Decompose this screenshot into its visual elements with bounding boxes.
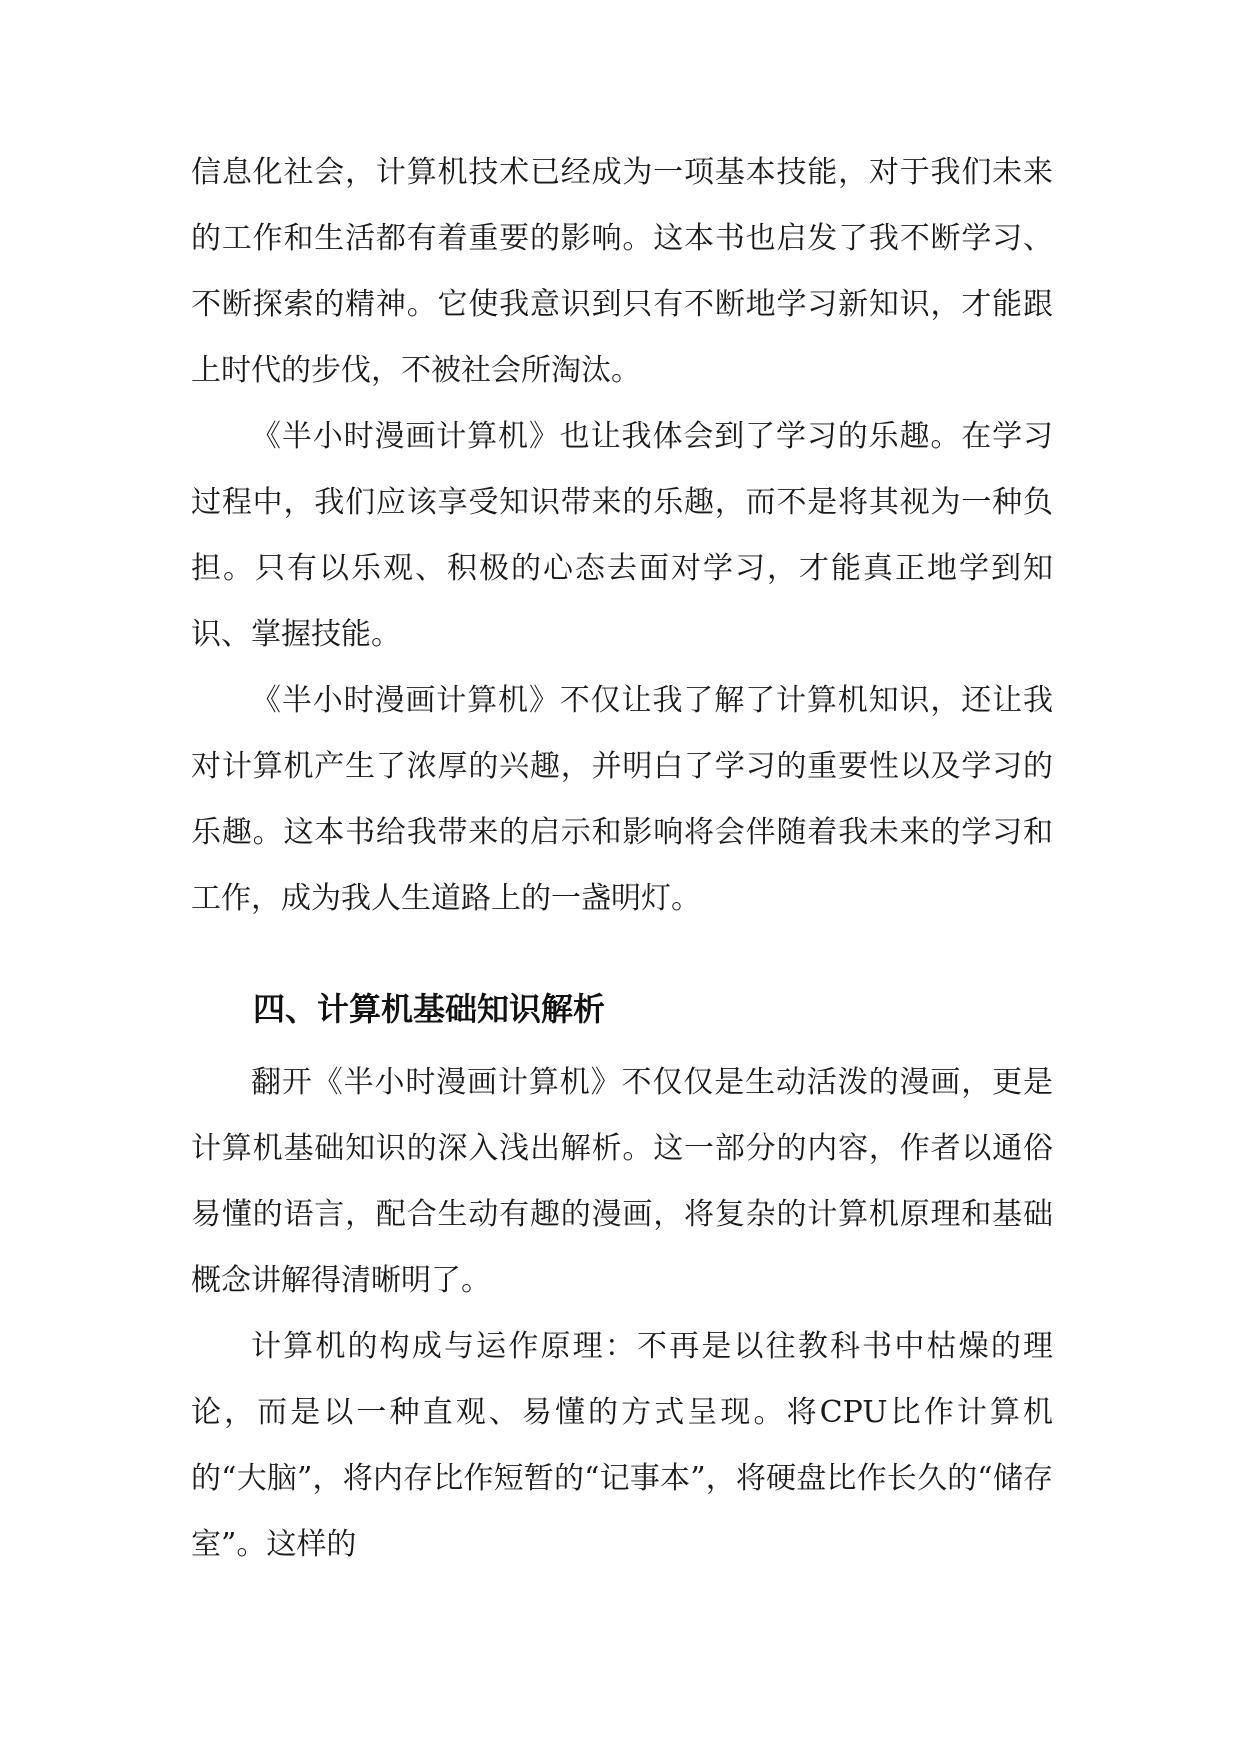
paragraph-book-impact: 《半小时漫画计算机》不仅让我了解了计算机知识，还让我对计算机产生了浓厚的兴趣，并明白了学习的重要性以及学习的乐趣。这本书给我带来的启示和影响将会伴随着我未来的学习和工作，成为我人生道路上的一盏明灯。 (191, 683, 1053, 916)
paragraph-learning-fun: 《半小时漫画计算机》也让我体会到了学习的乐趣。在学习过程中，我们应该享受知识带来的乐趣，而不是将其视为一种负担。只有以乐观、积极的心态去面对学习，才能真正地学到知识、掌握技能。 (191, 419, 1053, 652)
paragraph-computer-structure: 计算机的构成与运作原理：不再是以往教科书中枯燥的理论，而是以一种直观、易懂的方式呈现。将CPU比作计算机的“大脑”，将内存比作短暂的“记事本”，将硬盘比作长久的“储存室”。这样的 (191, 1329, 1053, 1562)
section-heading: 四、计算机基础知识解析 (253, 990, 606, 1028)
paragraph-basics-intro: 翻开《半小时漫画计算机》不仅仅是生动活泼的漫画，更是计算机基础知识的深入浅出解析。这一部分的内容，作者以通俗易懂的语言，配合生动有趣的漫画，将复杂的计算机原理和基础概念讲解得清晰明了。 (191, 1065, 1053, 1298)
paragraph-continuation: 信息化社会，计算机技术已经成为一项基本技能，对于我们未来的工作和生活都有着重要的影响。这本书也启发了我不断学习、不断探索的精神。它使我意识到只有不断地学习新知识，才能跟上时代的步伐，不被社会所淘汰。 (191, 155, 1053, 388)
document-body (191, 140, 1053, 1578)
